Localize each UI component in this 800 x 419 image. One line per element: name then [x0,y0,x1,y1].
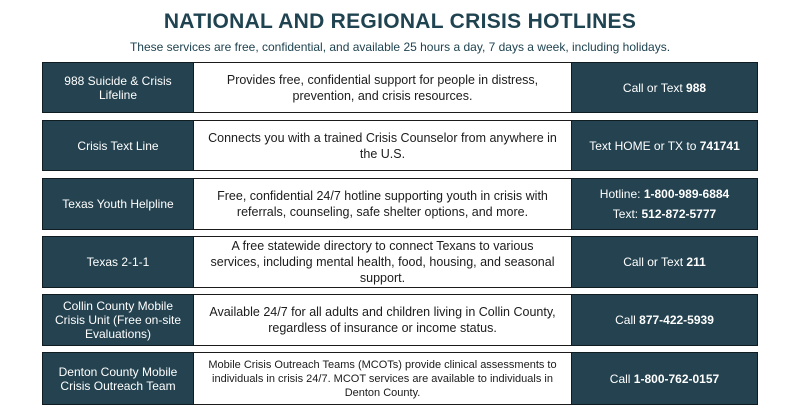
hotline-row [42,352,758,405]
hotline-row [42,236,758,288]
hotline-row [42,62,758,113]
hotline-contact [571,352,758,405]
contact-number[interactable]: 211 [686,255,706,269]
hotline-description: Provides free, confidential support for people in distress, prevention, and crisis resources. [194,62,571,113]
contact-number[interactable]: 1-800-762-0157 [633,371,720,386]
hotline-contact [571,294,758,346]
hotline-row [42,120,758,171]
contact-prefix: Text HOME or TX to [589,138,700,153]
contact-number[interactable]: 741741 [699,138,740,153]
hotline-name: Texas 2-1-1 [42,236,194,288]
contact-prefix: Text: [612,207,642,221]
hotline-name: Denton County Mobile Crisis Outreach Team [42,352,194,405]
contact-prefix: Hotline: [599,187,644,201]
contact-prefix: Call or Text [623,255,687,269]
hotline-description: Free, confidential 24/7 hotline supporting youth in crisis with referrals, counseling, safe shelter options, and more. [194,178,571,230]
hotline-contact [571,62,758,113]
hotline-name: Collin County Mobile Crisis Unit (Free on-site Evaluations) [42,294,194,346]
hotline-contact [571,178,758,230]
contact-prefix: Call [609,371,634,386]
hotline-contact [571,120,758,171]
contact-number[interactable]: 512-872-5777 [641,207,717,221]
hotline-name: Crisis Text Line [42,120,194,171]
hotline-row [42,294,758,346]
hotline-row [42,178,758,230]
contact-number[interactable]: 988 [686,80,707,95]
contact-prefix: Call or Text [622,80,687,95]
page-title: NATIONAL AND REGIONAL CRISIS HOTLINES [163,10,637,33]
contact-number[interactable]: 1-800-989-6884 [643,187,730,201]
page-subtitle: These services are free, confidential, and available 25 hours a day, 7 days a week, including holidays. [129,40,671,54]
contact-number[interactable]: 877-422-5939 [639,313,714,327]
hotline-name: Texas Youth Helpline [42,178,194,230]
hotline-name: 988 Suicide & Crisis Lifeline [42,62,194,113]
hotline-contact [571,236,758,288]
hotline-description: Available 24/7 for all adults and children living in Collin County, regardless of insurance or income status. [194,294,571,346]
hotline-description: A free statewide directory to connect Texans to various services, including mental health, food, housing, and seasonal support. [194,236,571,288]
hotline-description: Mobile Crisis Outreach Teams (MCOTs) provide clinical assessments to individuals in crisis 24/7. MCOT services are available to individuals in Denton County. [194,352,571,405]
contact-prefix: Call [615,313,640,327]
hotline-description: Connects you with a trained Crisis Counselor from anywhere in the U.S. [194,120,571,171]
